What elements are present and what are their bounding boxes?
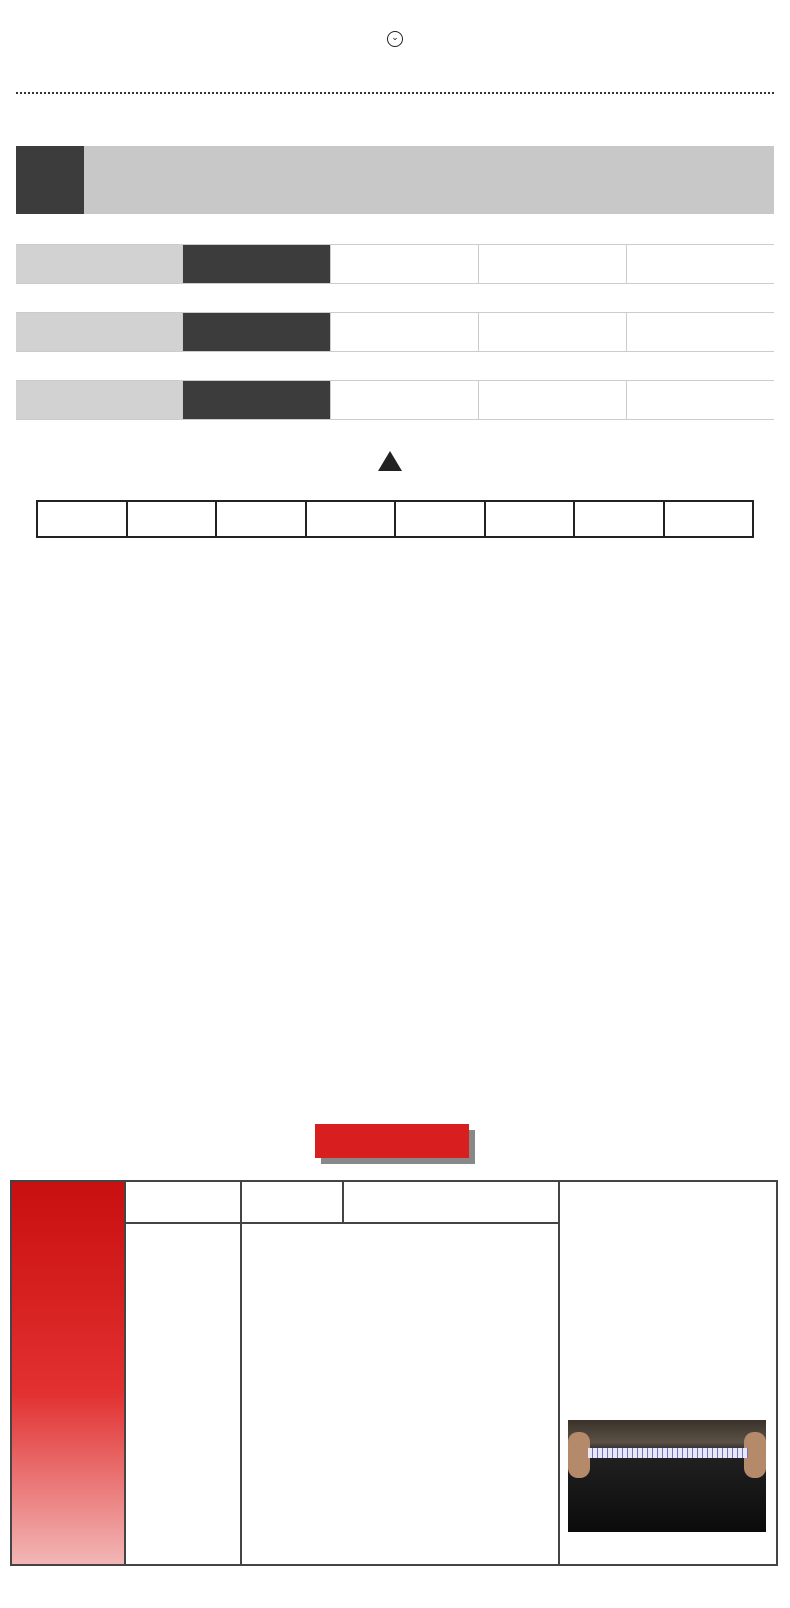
header-cell	[127, 501, 217, 537]
softness-index-row	[16, 312, 774, 352]
header-cell	[216, 501, 306, 537]
fit-option	[182, 245, 330, 283]
fit-option	[478, 245, 626, 283]
fabric-info-label	[16, 146, 84, 214]
column-divider	[240, 1182, 242, 1564]
elasticity-option	[626, 381, 774, 419]
header-cell	[485, 501, 575, 537]
header-cell	[306, 501, 396, 537]
softness-option	[626, 313, 774, 351]
header-cell	[664, 501, 754, 537]
warning-icon	[378, 451, 402, 471]
elasticity-index-row	[16, 380, 774, 420]
one-step-size-chart	[10, 1180, 778, 1566]
elasticity-option	[182, 381, 330, 419]
header-cell	[574, 501, 664, 537]
pants-size-reference-badge	[315, 1124, 469, 1158]
fit-option	[626, 245, 774, 283]
header-cell	[37, 501, 127, 537]
size-table-header-row	[37, 501, 753, 537]
measuring-tape	[588, 1448, 748, 1458]
one-step-label-panel	[12, 1182, 126, 1564]
softness-option	[478, 313, 626, 351]
measurement-notes	[560, 1182, 778, 1236]
dotted-divider	[16, 92, 774, 94]
header-cell	[395, 501, 485, 537]
section-header	[0, 26, 790, 47]
fit-index-row	[16, 244, 774, 284]
fabric-info-bar	[16, 146, 774, 214]
elasticity-index-label	[16, 381, 182, 419]
fit-index-label	[16, 245, 182, 283]
softness-option	[182, 313, 330, 351]
weight-column-header	[242, 1182, 344, 1224]
measurement-notes-text	[560, 1194, 778, 1208]
size-table-heading	[0, 450, 790, 476]
softness-option	[330, 313, 478, 351]
column-divider	[124, 1182, 126, 1564]
column-divider	[558, 1182, 560, 1564]
elasticity-option	[478, 381, 626, 419]
size-column-header	[344, 1182, 558, 1224]
measurement-photo	[568, 1420, 766, 1532]
chevron-down-circle-icon: ⌄	[387, 31, 403, 47]
height-column-header	[126, 1182, 242, 1224]
fit-option	[330, 245, 478, 283]
softness-index-label	[16, 313, 182, 351]
elasticity-option	[330, 381, 478, 419]
size-table	[36, 500, 754, 538]
hand-shape	[568, 1432, 590, 1478]
